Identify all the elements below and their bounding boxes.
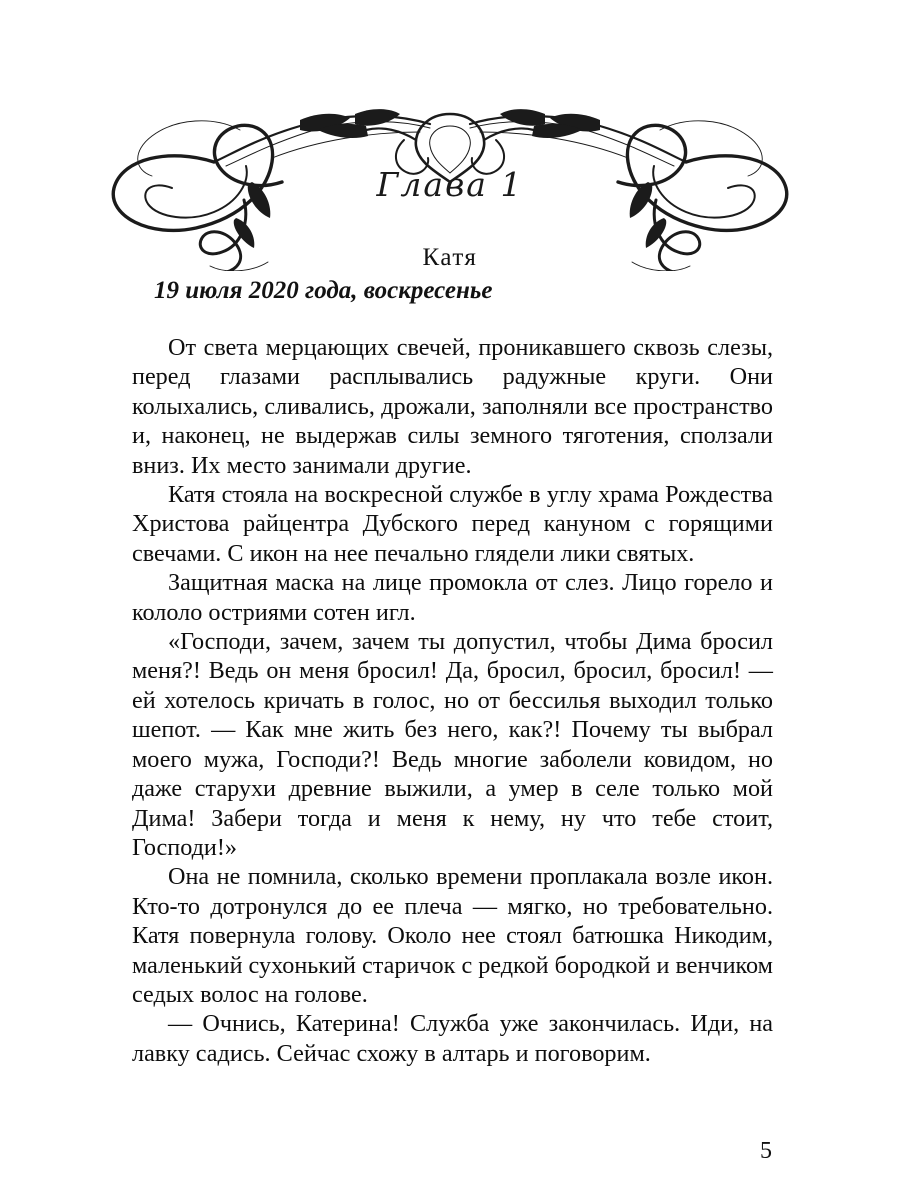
body-text bbox=[132, 333, 773, 1068]
paragraph: Защитная маска на лице промокла от слез. Лицо горело и кололо остриями сотен игл. bbox=[132, 569, 773, 626]
chapter-date-line: 19 июля 2020 года, воскресенье bbox=[154, 277, 493, 304]
paragraph: «Господи, зачем, зачем ты допустил, чтобы Дима бросил меня?! Ведь он меня бросил! Да, бросил, бросил, бросил! — ей хотелось кричать в голос, но от бессилья выходил только шепот. — Как мне жить без него, как?! Почему ты выбрал моего мужа, Господи?! Ведь многие заболели ковидом, но даже старухи древние выжили, а умер в селе только мой Дима! Забери тогда и меня к нему, ну что тебе стоит, Господи!» bbox=[132, 628, 773, 861]
paragraph: Она не помнила, сколько времени проплакала возле икон. Кто-то дотронулся до ее плеча — мягко, но требовательно. Катя повернула голову. Около нее стоял батюшка Никодим, маленький сухонький старичок с редкой бородкой и венчиком седых волос на голове. bbox=[132, 863, 773, 1008]
paragraph: Катя стояла на воскресной службе в углу храма Рождества Христова райцентра Дубского перед кануном с горящими свечами. С икон на нее печально глядели лики святых. bbox=[132, 481, 773, 567]
page-number: 5 bbox=[760, 1138, 772, 1164]
paragraph: — Очнись, Катерина! Служба уже закончилась. Иди, на лавку садись. Сейчас схожу в алтарь и поговорим. bbox=[132, 1010, 773, 1067]
chapter-subject-name: Катя bbox=[422, 244, 478, 271]
ornament-center-wings bbox=[318, 124, 582, 138]
chapter-title: Глава 1 bbox=[376, 165, 524, 204]
paragraph: От света мерцающих свечей, проникавшего сквозь слезы, перед глазами расплывались радужные круги. Они колыхались, сливались, дрожали, заполняли все пространство и, наконец, не выдержав силы земного тяготения, сползали вниз. Их место занимали другие. bbox=[132, 334, 773, 479]
